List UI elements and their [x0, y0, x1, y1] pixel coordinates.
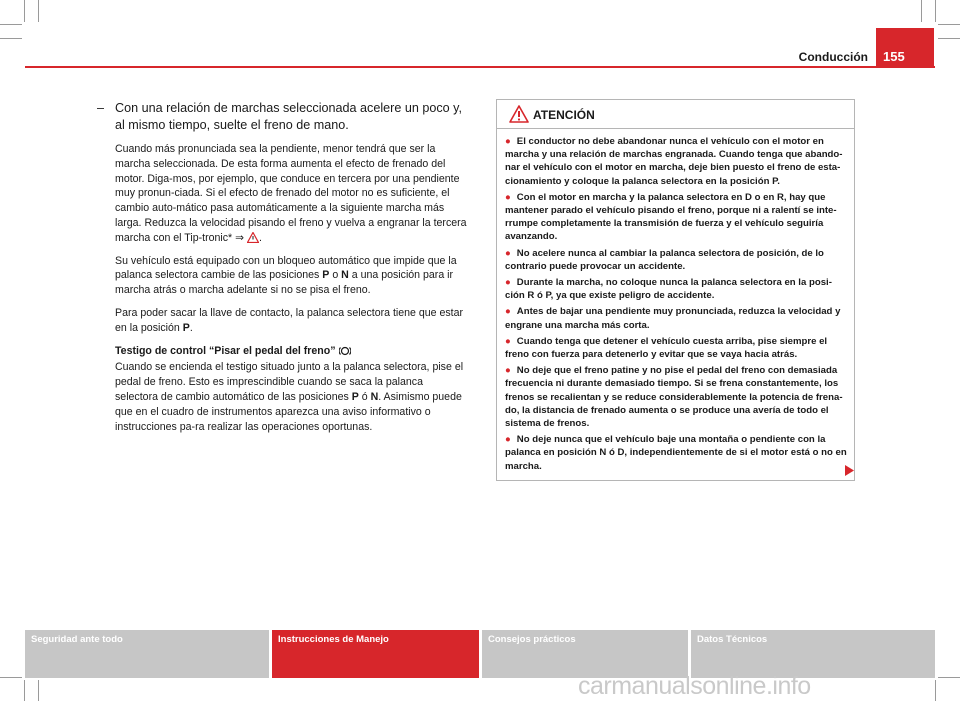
warning-item-text: No deje nunca que el vehículo baje una montaña o pendiente con la palanca en posición N ó D, independientemente de si el motor está o no en marcha.	[505, 434, 847, 472]
bullet-icon: ●	[505, 277, 511, 289]
footer-tab-seguridad[interactable]: Seguridad ante todo	[25, 630, 269, 678]
position-letter: N	[370, 390, 379, 403]
dash-marker: –	[97, 101, 105, 115]
crop-mark	[935, 0, 936, 22]
warning-item-text: Cuando tenga que detener el vehículo cuesta arriba, pise siempre el freno con fuerza para detenerlo y evitar que se vaya hacia atrás.	[505, 335, 828, 361]
paragraph-slope-text: Cuando más pronunciada sea la pendiente, menor tendrá que ser la marcha seleccionada. De esta forma aumenta el efecto de frenado del motor. Diga-mos, por ejemplo, que conduce en tercera por una pendiente muy pronun-ciada. Si el efecto de frenado del motor no es suficiente, el cambio auto-mático pasa automáticamente a la siguiente marcha más larga. Reduzca la velocidad pisando el freno y vuelva a engranar la tercera marcha con el Tip-tronic* ⇒	[115, 143, 467, 244]
warning-list	[497, 129, 854, 473]
text-run: .	[189, 321, 193, 334]
text-run: . Asimismo puede que en el cuadro de instrumentos aparezca una aviso informativo o instrucciones pa-ra realizar las operaciones oportunas.	[115, 390, 462, 433]
text-run: a una posición para ir marcha atrás o marcha adelante si no se pisa el freno.	[115, 269, 454, 297]
position-letter: P	[182, 321, 190, 334]
warning-item	[505, 305, 848, 331]
bullet-icon: ●	[505, 434, 511, 446]
warning-item-text: Con el motor en marcha y la palanca selectora en D o en R, hay que mantener parado el vehículo pisando el freno, porque ni a ralentí se inte-rrumpe completamente la transmisión de fuerza y el vehículo seguiría avanzando.	[505, 191, 837, 243]
crop-mark	[0, 24, 22, 25]
warning-item	[505, 335, 848, 361]
warning-item	[505, 364, 848, 430]
footer-tab-datos[interactable]: Datos Técnicos	[691, 630, 935, 678]
bullet-icon: ●	[505, 136, 511, 147]
bullet-icon: ●	[505, 306, 511, 318]
footer-tab-instrucciones[interactable]: Instrucciones de Manejo	[272, 630, 479, 678]
paragraph-indicator	[115, 360, 467, 434]
brake-pedal-icon	[339, 346, 351, 356]
paragraph-slope	[115, 142, 467, 246]
dash-item-text: Con una relación de marchas seleccionada acelere un poco y, al mismo tiempo, suelte el freno de mano.	[115, 101, 463, 132]
text-run: Cuando se encienda el testigo situado junto a la palanca selectora, pise el pedal de freno. Esto es imprescindible cuando se saca la palanca selectora de cambio automático de las posiciones	[115, 361, 464, 403]
warning-title: ATENCIÓN	[533, 108, 595, 122]
crop-mark	[921, 0, 922, 22]
dash-list-item	[97, 100, 467, 134]
warning-item-text: No acelere nunca al cambiar la palanca selectora de posición, de lo contrario puede provocar un accidente.	[505, 247, 824, 272]
watermark: carmanualsonline.info	[578, 672, 811, 700]
section-title: Conducción	[798, 50, 868, 64]
subheading-text: Testigo de control “Pisar el pedal del freno”	[115, 344, 336, 357]
crop-mark	[938, 38, 960, 39]
paragraph-slope-end: .	[258, 231, 262, 244]
bullet-icon: ●	[505, 191, 511, 203]
warning-item	[505, 276, 848, 302]
warning-item-text: El conductor no debe abandonar nunca el vehículo con el motor en marcha y una relación de marchas engranada. Cuando tenga que abando-nar el vehículo con el motor en marcha, deje bien puesto el freno de esta-cionamiento y coloque la palanca selectora en la posición P.	[505, 136, 843, 187]
crop-mark	[24, 680, 25, 701]
position-letter: P	[351, 390, 359, 403]
bullet-icon: ●	[505, 335, 511, 347]
paragraph-key	[115, 306, 467, 336]
crop-mark	[0, 677, 22, 678]
left-column	[97, 100, 467, 442]
page-number: 155	[883, 49, 905, 64]
crop-mark	[38, 0, 39, 22]
text-run: Su vehículo está equipado con un bloqueo automático que impide que la palanca selectora cambie de las posiciones	[115, 254, 457, 282]
continue-arrow-icon	[845, 465, 854, 476]
bullet-icon: ●	[505, 365, 511, 377]
warning-item	[505, 191, 848, 244]
crop-mark	[935, 680, 936, 701]
warning-triangle-icon	[247, 232, 259, 243]
crop-mark	[0, 38, 22, 39]
bullet-icon: ●	[505, 247, 511, 259]
warning-item-text: Durante la marcha, no coloque nunca la palanca selectora en la posi-ción R ó P, ya que existe peligro de accidente.	[505, 277, 832, 302]
warning-item	[505, 433, 848, 473]
warning-item-text: No deje que el freno patine y no pise el pedal del freno con demasiada frecuencia ni durante demasiado tiempo. Si se frena constantemente, los frenos se recalientan y se reduce considerablemente la potencia de frena-do, la distancia de frenado aumenta o se produce una avería de todo el sistema de frenos.	[505, 365, 843, 430]
footer-tab-consejos[interactable]: Consejos prácticos	[482, 630, 688, 678]
position-letter: P	[322, 269, 330, 282]
crop-mark	[938, 24, 960, 25]
text-run: ó	[358, 390, 371, 403]
text-run: o	[329, 269, 342, 282]
paragraph-lock	[115, 254, 467, 298]
text-run: Para poder sacar la llave de contacto, la palanca selectora tiene que estar en la posición	[115, 306, 464, 334]
warning-box	[496, 99, 855, 481]
warning-item	[505, 135, 848, 188]
warning-triangle-icon	[509, 105, 529, 123]
crop-mark	[38, 680, 39, 701]
position-letter: N	[341, 269, 349, 282]
crop-mark	[938, 677, 960, 678]
subheading	[115, 344, 467, 359]
warning-item-text: Antes de bajar una pendiente muy pronunciada, reduzca la velocidad y engrane una marcha más corta.	[505, 306, 841, 331]
header-rule	[25, 66, 935, 68]
warning-item	[505, 247, 848, 273]
crop-mark	[24, 0, 25, 22]
warning-header	[497, 100, 854, 129]
